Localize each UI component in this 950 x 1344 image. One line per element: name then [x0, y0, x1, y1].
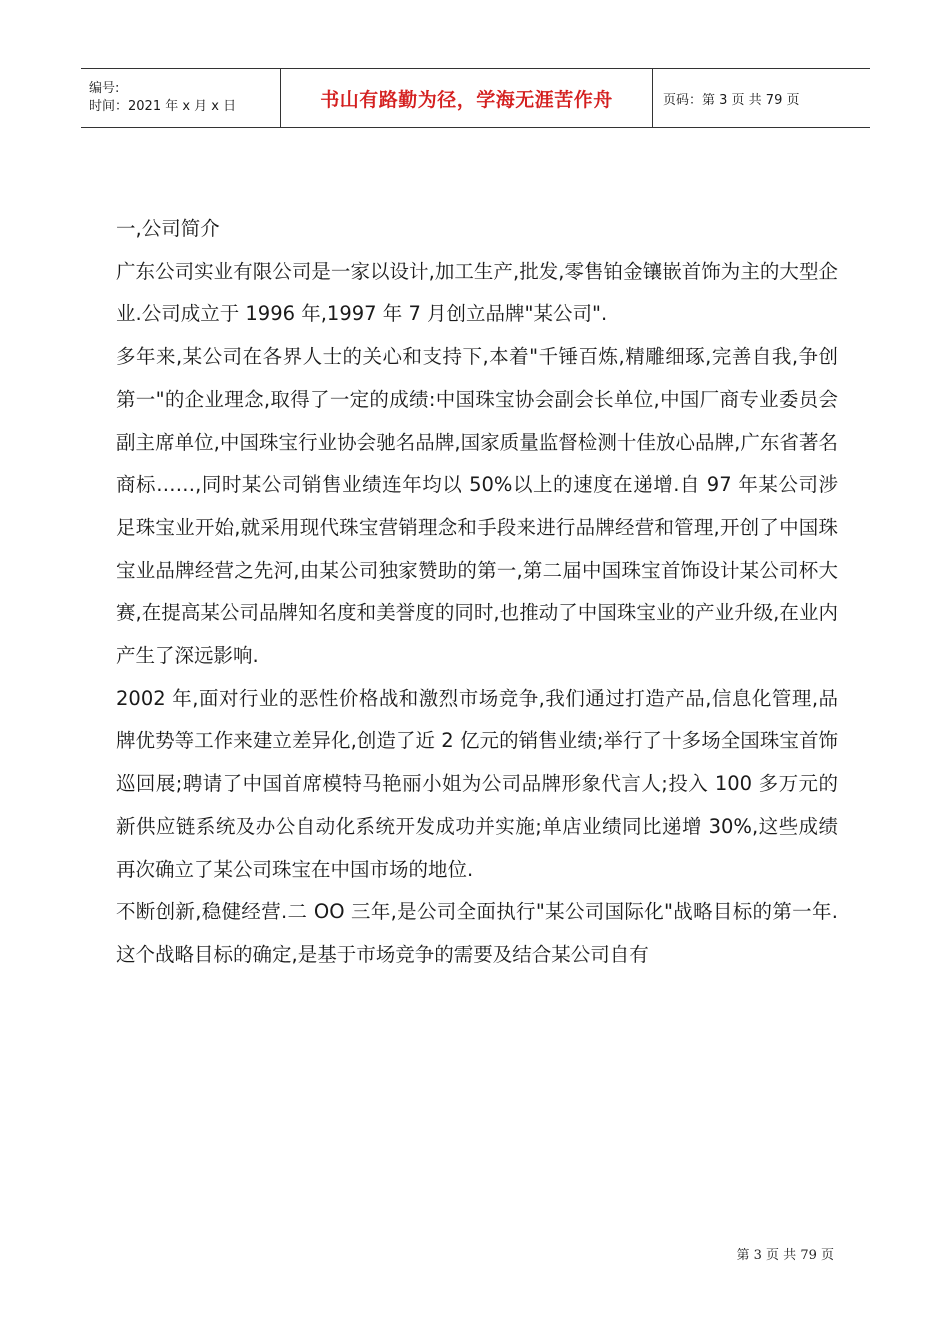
header-page-info: 页码：第 3 页 共 79 页 [663, 92, 800, 108]
paragraph: 不断创新,稳健经营.二 OO 三年,是公司全面执行"某公司国际化"战略目标的第一年.这个战略目标的确定,是基于市场竞争的需要及结合某公司自有 [116, 900, 838, 966]
page-header [81, 68, 870, 128]
paragraph: 2002 年,面对行业的恶性价格战和激烈市场竞争,我们通过打造产品,信息化管理,品牌优势等工作来建立差异化,创造了近 2 亿元的销售业绩;举行了十多场全国珠宝首饰巡回展;聘请了中国首席模特马艳丽小姐为公司品牌形象代言人;投入 100 多万元的新供应链系统及办公自动化系统开发成功并实施;单店业绩同比递增 30%,这些成绩再次确立了某公司珠宝在中国市场的地位. [116, 686, 838, 881]
document-date: 时间：2021 年 x 月 x 日 [89, 99, 237, 114]
paragraph: 广东公司实业有限公司是一家以设计,加工生产,批发,零售铂金镶嵌首饰为主的大型企业.公司成立于 1996 年,1997 年 7 月创立品牌"某公司". [116, 259, 838, 326]
paragraph: 多年来,某公司在各界人士的关心和支持下,本着"千锤百炼,精雕细琢,完善自我,争创第一"的企业理念,取得了一定的成绩:中国珠宝协会副会长单位,中国厂商专业委员会副主席单位,中国珠宝行业协会驰名品牌,国家质量监督检测十佳放心品牌,广东省著名商标……,同时某公司销售业绩连年均以 50%以上的速度在递增.自 97 年某公司涉足珠宝业开始,就采用现代珠宝营销理念和手段来进行品牌经营和管理,开创了中国珠宝业品牌经营之先河,由某公司独家赞助的第一,第二届中国珠宝首饰设计某公司杯大赛,在提高某公司品牌知名度和美誉度的同时,也推动了中国珠宝业的产业升级,在业内产生了深远影响. [116, 345, 838, 668]
header-meta [81, 69, 281, 127]
page-footer: 第 3 页 共 79 页 [736, 1248, 834, 1263]
document-number-label: 编号: [89, 81, 120, 96]
section-heading: 一,公司简介 [116, 217, 220, 240]
header-motto: 书山有路勤为径，学海无涯苦作舟 [281, 69, 653, 127]
document-body [116, 208, 838, 977]
